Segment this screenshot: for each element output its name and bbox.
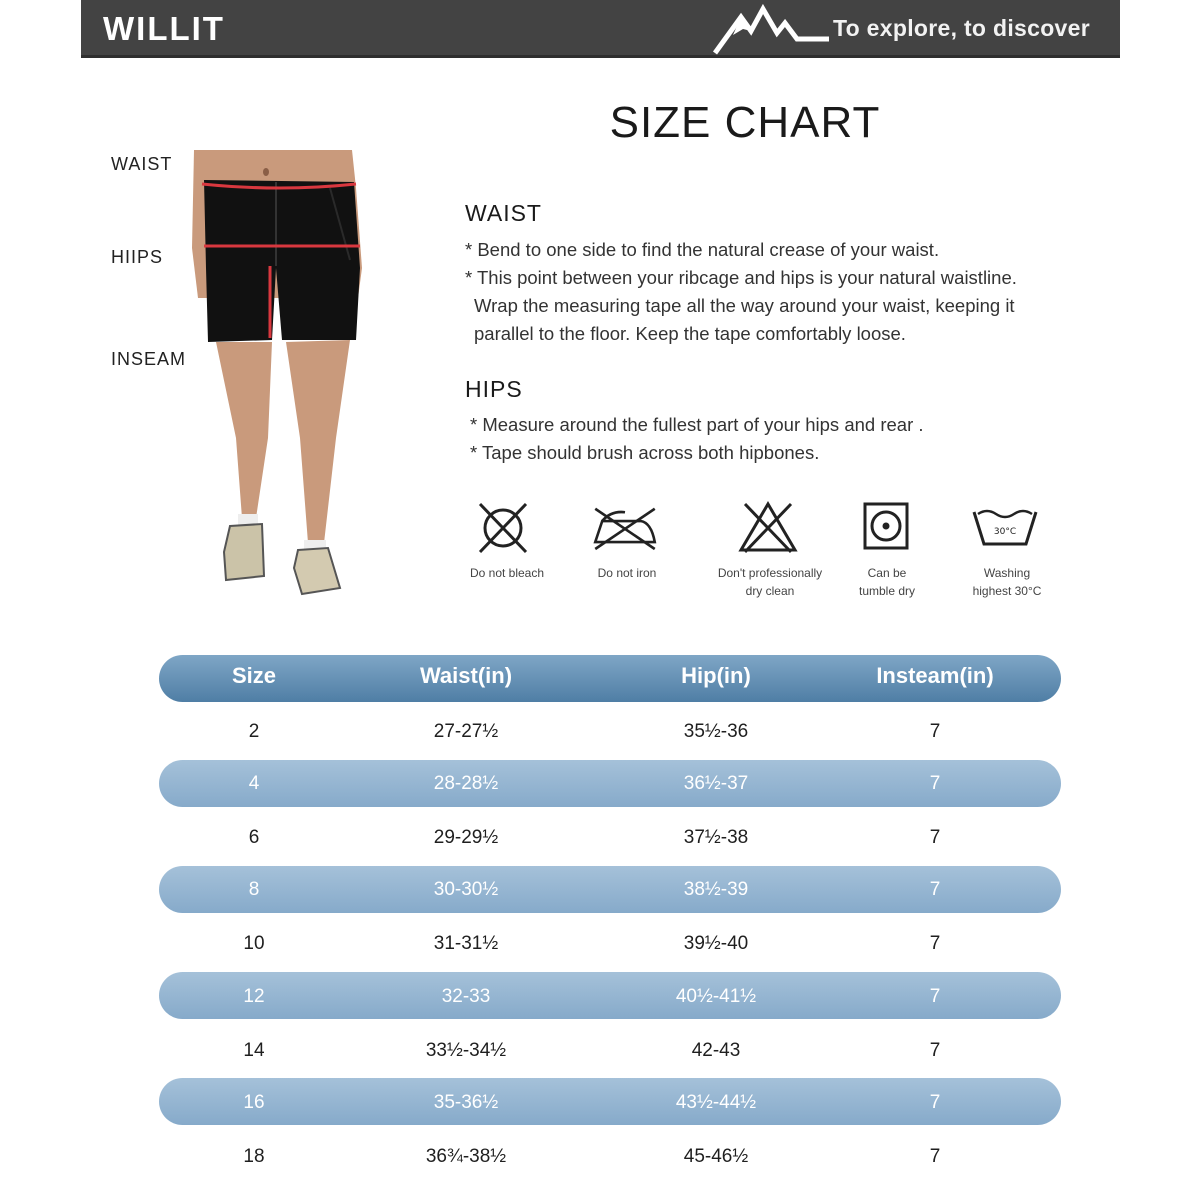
table-header-cell: Insteam(in)	[876, 663, 994, 688]
page-title: SIZE CHART	[609, 98, 881, 147]
table-cell: 37½-38	[683, 827, 749, 848]
care-label-line: Do not iron	[597, 566, 657, 580]
table-cell: 35½-36	[683, 721, 749, 742]
table-cell: 31-31½	[433, 933, 499, 954]
care-label	[562, 564, 692, 582]
care-label	[942, 564, 1072, 600]
care-label	[705, 564, 835, 600]
table-header-cell: Waist(in)	[419, 663, 513, 688]
table-cell: 7	[929, 1040, 941, 1061]
table-cell: 29-29½	[433, 827, 499, 848]
waist-text-2: * This point between your ribcage and hips is your natural waistline.	[465, 267, 1017, 288]
brand-header	[81, 0, 1120, 58]
wash-30-icon	[970, 500, 1040, 556]
table-cell: 12	[243, 986, 265, 1007]
tumble-dry-icon	[851, 500, 921, 556]
brand-name: WILLIT	[103, 10, 225, 47]
do-not-bleach-icon	[468, 500, 538, 556]
hips-text-2: * Tape should brush across both hipbones.	[470, 442, 820, 463]
table-cell: 14	[243, 1040, 265, 1061]
inseam-label: INSEAM	[111, 349, 187, 369]
table-cell: 10	[243, 933, 265, 954]
table-cell: 7	[929, 1092, 941, 1113]
table-header-cell: Hip(in)	[681, 663, 751, 688]
table-cell: 40½-41½	[675, 986, 757, 1007]
care-label-line: dry clean	[745, 584, 795, 598]
table-header-cell: Size	[231, 663, 277, 688]
table-cell: 7	[929, 827, 941, 848]
care-label-line: Do not bleach	[469, 566, 545, 580]
table-cell: 8	[248, 879, 260, 900]
waist-text-3: Wrap the measuring tape all the way around your waist, keeping it	[474, 295, 1015, 316]
table-cell: 18	[243, 1146, 265, 1167]
table-cell: 7	[929, 1146, 941, 1167]
wash-temperature-text: 30°C	[993, 527, 1017, 537]
care-label	[822, 564, 952, 600]
table-cell: 7	[929, 773, 941, 794]
mountain-icon	[711, 3, 831, 55]
table-cell: 2	[248, 721, 260, 742]
table-cell: 36½-37	[683, 773, 749, 794]
care-label-line: highest 30°C	[972, 584, 1042, 598]
table-cell: 4	[248, 773, 260, 794]
table-cell: 30-30½	[433, 879, 499, 900]
model-shorts-illustration	[190, 148, 370, 598]
do-not-dry-clean-icon	[733, 500, 803, 556]
table-cell: 43½-44½	[675, 1092, 757, 1113]
care-label-line: Don't professionally	[717, 566, 823, 580]
do-not-iron-icon	[590, 500, 660, 556]
care-label-line: tumble dry	[858, 584, 916, 598]
table-cell: 7	[929, 879, 941, 900]
table-cell: 32-33	[441, 986, 491, 1007]
table-cell: 38½-39	[683, 879, 749, 900]
table-cell: 27-27½	[433, 721, 499, 742]
waist-label: WAIST	[111, 154, 173, 174]
tagline: To explore, to discover	[833, 15, 1090, 41]
table-cell: 7	[929, 933, 941, 954]
table-cell: 7	[929, 721, 941, 742]
hips-label: HIIPS	[111, 247, 164, 267]
hips-text-1: * Measure around the fullest part of your hips and rear .	[470, 414, 924, 435]
waist-heading: WAIST	[465, 200, 542, 226]
table-cell: 39½-40	[683, 933, 749, 954]
care-label-line: Washing	[983, 566, 1031, 580]
table-cell: 42-43	[691, 1040, 741, 1061]
table-cell: 33½-34½	[425, 1040, 507, 1061]
table-cell: 35-36½	[433, 1092, 499, 1113]
care-label-line: Can be	[867, 566, 907, 580]
table-cell: 36¾-38½	[425, 1146, 507, 1167]
table-cell: 45-46½	[683, 1146, 749, 1167]
waist-text-4: parallel to the floor. Keep the tape comfortably loose.	[474, 323, 906, 344]
waist-text-1: * Bend to one side to find the natural crease of your waist.	[465, 239, 940, 260]
table-cell: 7	[929, 986, 941, 1007]
table-cell: 28-28½	[433, 773, 499, 794]
hips-heading: HIPS	[465, 376, 523, 402]
care-label	[442, 564, 572, 582]
table-cell: 16	[243, 1092, 265, 1113]
table-cell: 6	[248, 827, 260, 848]
